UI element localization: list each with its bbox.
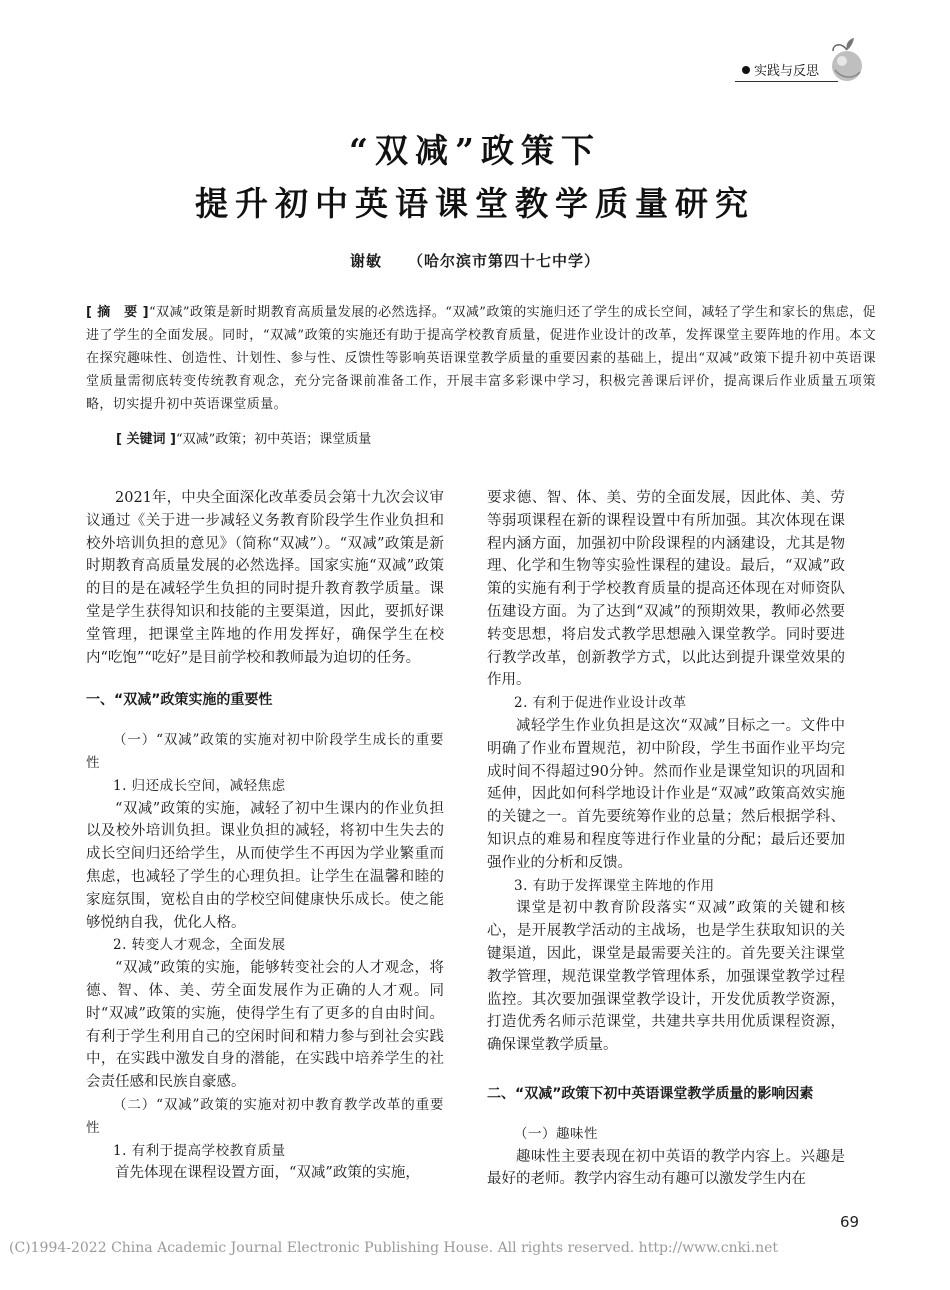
subsection-heading-2: （二）“双减”政策的实施对初中教育教学改革的重要性 [86,1096,444,1136]
column-tag [742,60,819,79]
body-column-left [86,487,444,1185]
item-paragraph-1: “双减”政策的实施，减轻了初中生课内的作业负担以及校外培训负担。课业负担的减轻，将初中生失去的成长空间归还给学生，从而使学生不再因为学业繁重而焦虑，也减轻了学生的心理负担。让学生在温馨和睦的家庭氛围，宽松自由的学校空间健康快乐成长。使之能够悦纳自我，优化人格。 [86,800,444,931]
keywords-text: “双减”政策；初中英语；课堂质量 [175,432,372,447]
keywords [116,428,371,451]
item-paragraph-2: “双减”政策的实施，能够转变社会的人才观念，将德、智、体、美、劳全面发展作为正确的人才观。同时“双减”政策的实施，使得学生有了更多的自由时间。有利于学生利用自己的空闲时间和精力参与到社会实践中，在实践中激发自身的潜能，在实践中培养学生的社会责任感和民族自豪感。 [86,960,444,1091]
article-title-line-2: 提升初中英语课堂教学质量研究 [195,184,755,223]
section-heading-1: 一、“双减”政策实施的重要性 [86,692,273,709]
item-heading-3: 1. 有利于提高学校教育质量 [113,1142,286,1159]
article-title-line-1: “双减”政策下 [349,131,601,170]
byline [0,250,950,271]
author-affiliation: （哈尔滨市第四十七中学） [408,252,601,270]
keywords-label: [ 关键词 ] [116,432,176,447]
copyright-footer: (C)1994-2022 China Academic Journal Electronic Publishing House. All rights reserved. http://www.cnki.net [9,1240,779,1256]
bullet-icon [742,66,750,74]
intro-paragraph: 2021年，中央全面深化改革委员会第十九次会议审议通过《关于进一步减轻义务教育阶段学生作业负担和校外培训负担的意见》（简称“双减”）。“双减”政策是新时期教育高质量发展的必然选择。国家实施“双减”政策的目的是在减轻学生负担的同时提升教育教学质量。课堂是学生获得知识和技能的主要渠道，因此，要抓好课堂管理，把课堂主阵地的作用发挥好，确保学生在校内“吃饱”“吃好”是目前学校和教师最为迫切的任务。 [86,490,444,666]
column-tag-label: 实践与反思 [754,64,820,79]
header-rule [735,81,838,82]
page-number: 69 [840,1213,860,1231]
subsection-heading-3: （一）趣味性 [514,1125,598,1142]
item-paragraph-4: 减轻学生作业负担是这次“双减”目标之一。文件中明确了作业布置规范，初中阶段，学生书面作业平均完成时间不得超过90分钟。然而作业是课堂知识的巩固和延伸，因此如何科学地设计作业是“双减”政策高效实施的关键之一。首先要统筹作业的总量；然后根据学科、知识点的难易和程度等进行作业量的分配；最后还要加强作业的分析和反馈。 [487,717,845,871]
abstract-label: [ 摘 要 ] [86,305,149,320]
continued-paragraph: 要求德、智、体、美、劳的全面发展，因此体、美、劳等弱项课程在新的课程设置中有所加强。其次体现在课程内涵方面，加强初中阶段课程的内涵建设，尤其是物理、化学和生物等实验性课程的建设。最后，“双减”政策的实施有利于学校教育质量的提高还体现在对师资队伍建设方面。为了达到“双减”的预期效果，教师必然要转变思想，将启发式教学思想融入课堂教学。同时要进行教学改革，创新教学方式，以此达到提升课堂效果的作用。 [487,490,845,689]
body-column-right [487,487,845,1191]
section-heading-2: 二、“双减”政策下初中英语课堂教学质量的影响因素 [487,1085,814,1102]
item-heading-4: 2. 有利于促进作业设计改革 [514,695,687,712]
abstract [86,301,876,416]
item-heading-1: 1. 归还成长空间，减轻焦虑 [113,777,286,794]
author-name: 谢敏 [349,252,382,270]
item-heading-2: 2. 转变人才观念，全面发展 [113,937,286,954]
abstract-text: “双减”政策是新时期教育高质量发展的必然选择。“双减”政策的实施归还了学生的成长空间，减轻了学生和家长的焦虑，促进了学生的全面发展。同时，“双减”政策的实施还有助于提高学校教育质量，促进作业设计的改革，发挥课堂主要阵地的作用。本文在探究趣味性、创造性、计划性、参与性、反馈性等影响英语课堂教学质量的重要因素的基础上，提出“双减”政策下提升初中英语课堂质量需彻底转变传统教育观念，充分完备课前准备工作，开展丰富多彩课中学习，积极完善课后评价，提高课后作业质量五项策略，切实提升初中英语课堂质量。 [86,305,876,412]
item-heading-5: 3. 有助于发挥课堂主阵地的作用 [514,877,715,894]
subsection-heading-1: （一）“双减”政策的实施对初中阶段学生成长的重要性 [86,732,444,771]
apple-logo-icon [827,36,867,84]
item-paragraph-5: 课堂是初中教育阶段落实“双减”政策的关键和核心，是开展教学活动的主战场，也是学生获取知识的关键渠道，因此，课堂是最需要关注的。首先要关注课堂教学管理，规范课堂教学管理体系，加强课堂教学过程监控。其次要加强课堂教学设计，开发优质教学资源，打造优秀名师示范课堂，共建共享共用优质课程资源，确保课堂教学质量。 [487,900,845,1054]
item-paragraph-3: 首先体现在课程设置方面，“双减”政策的实施， [115,1165,420,1182]
subsection-paragraph-3: 趣味性主要表现在初中英语的教学内容上。兴趣是最好的老师。教学内容生动有趣可以激发学生内在 [487,1148,845,1188]
